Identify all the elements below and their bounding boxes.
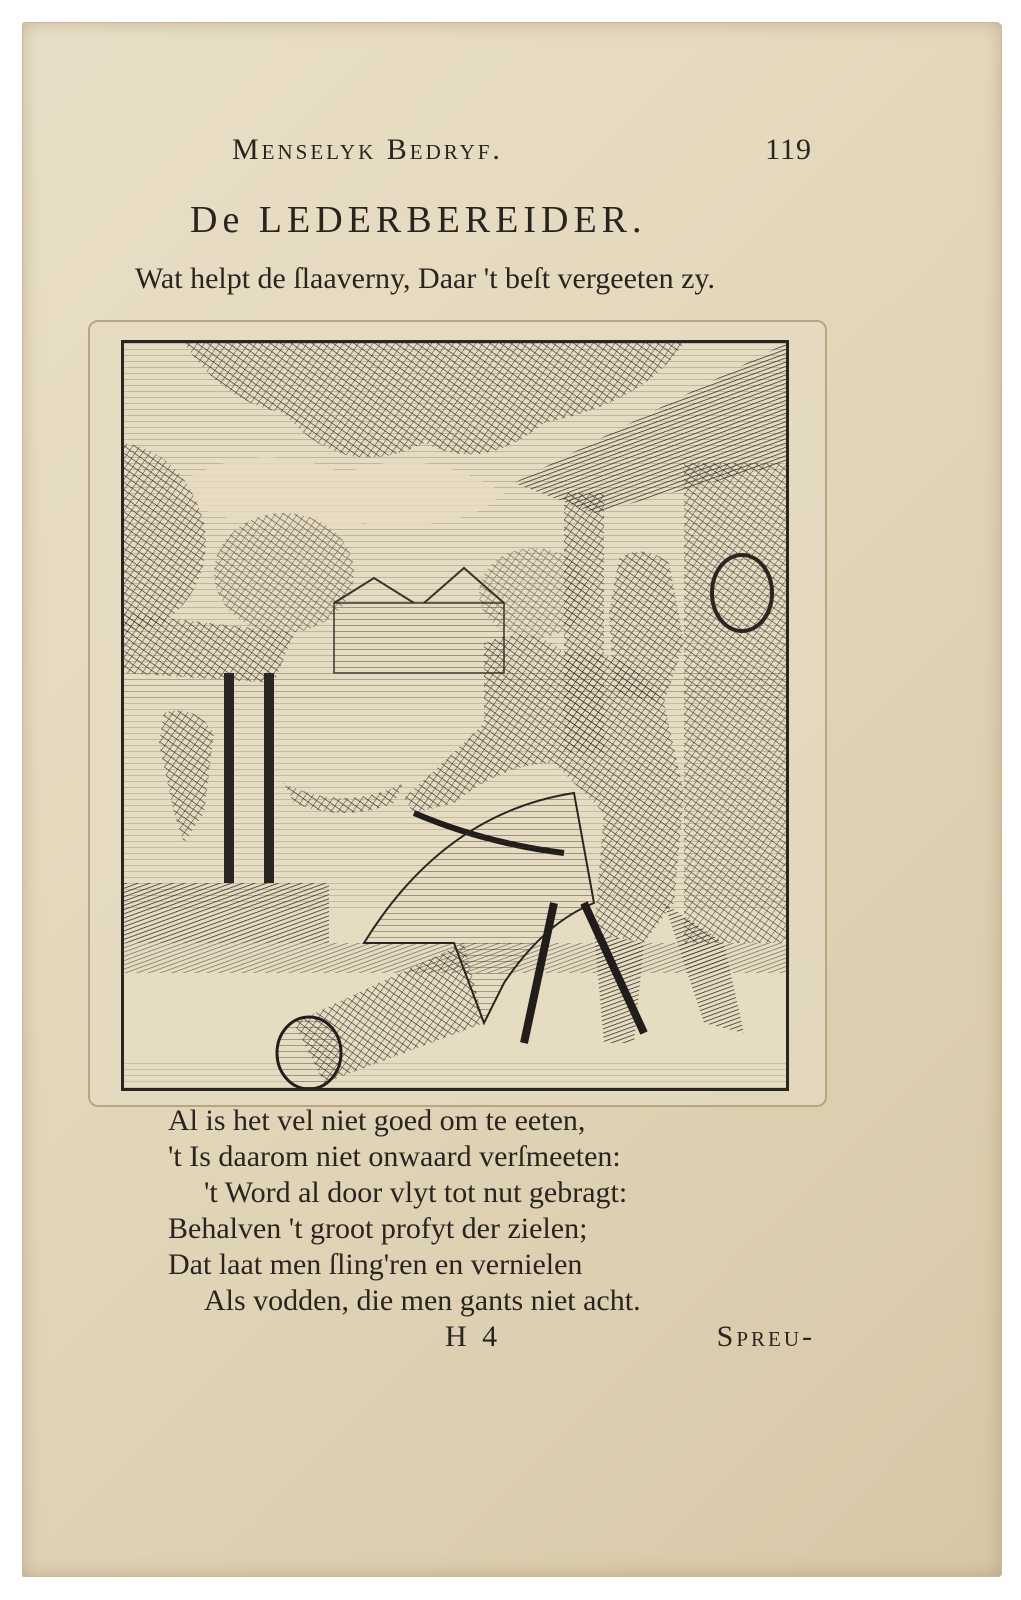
page-footer — [445, 1320, 815, 1360]
running-header — [232, 133, 812, 173]
verse-line-1: Al is het vel niet goed om te eeten, — [168, 1104, 586, 1137]
verse — [168, 1103, 848, 1319]
verse-line-2: 't Is daarom niet onwaard verſmeeten: — [168, 1140, 621, 1173]
page-number: 119 — [765, 133, 812, 166]
verse-line-4: Behalven 't groot profyt der zielen; — [168, 1212, 588, 1245]
verse-line-3: 't Word al door vlyt tot nut gebragt: — [204, 1176, 628, 1209]
tanner-scraping-hide-engraving-icon — [124, 343, 786, 1088]
motto: Wat helpt de ſlaaverny, Daar 't beſt vergeeten zy. — [135, 262, 715, 295]
running-head-text: Menselyk Bedryf. — [232, 133, 503, 166]
verse-line-5: Dat laat men ſling'ren en vernielen — [168, 1248, 583, 1281]
engraving-illustration — [121, 340, 789, 1091]
verse-line-6: Als vodden, die men gants niet acht. — [204, 1284, 641, 1317]
signature-mark: H 4 — [445, 1320, 502, 1353]
catchword: Spreu- — [716, 1320, 815, 1353]
page-title: De LEDERBEREIDER. — [190, 199, 647, 241]
